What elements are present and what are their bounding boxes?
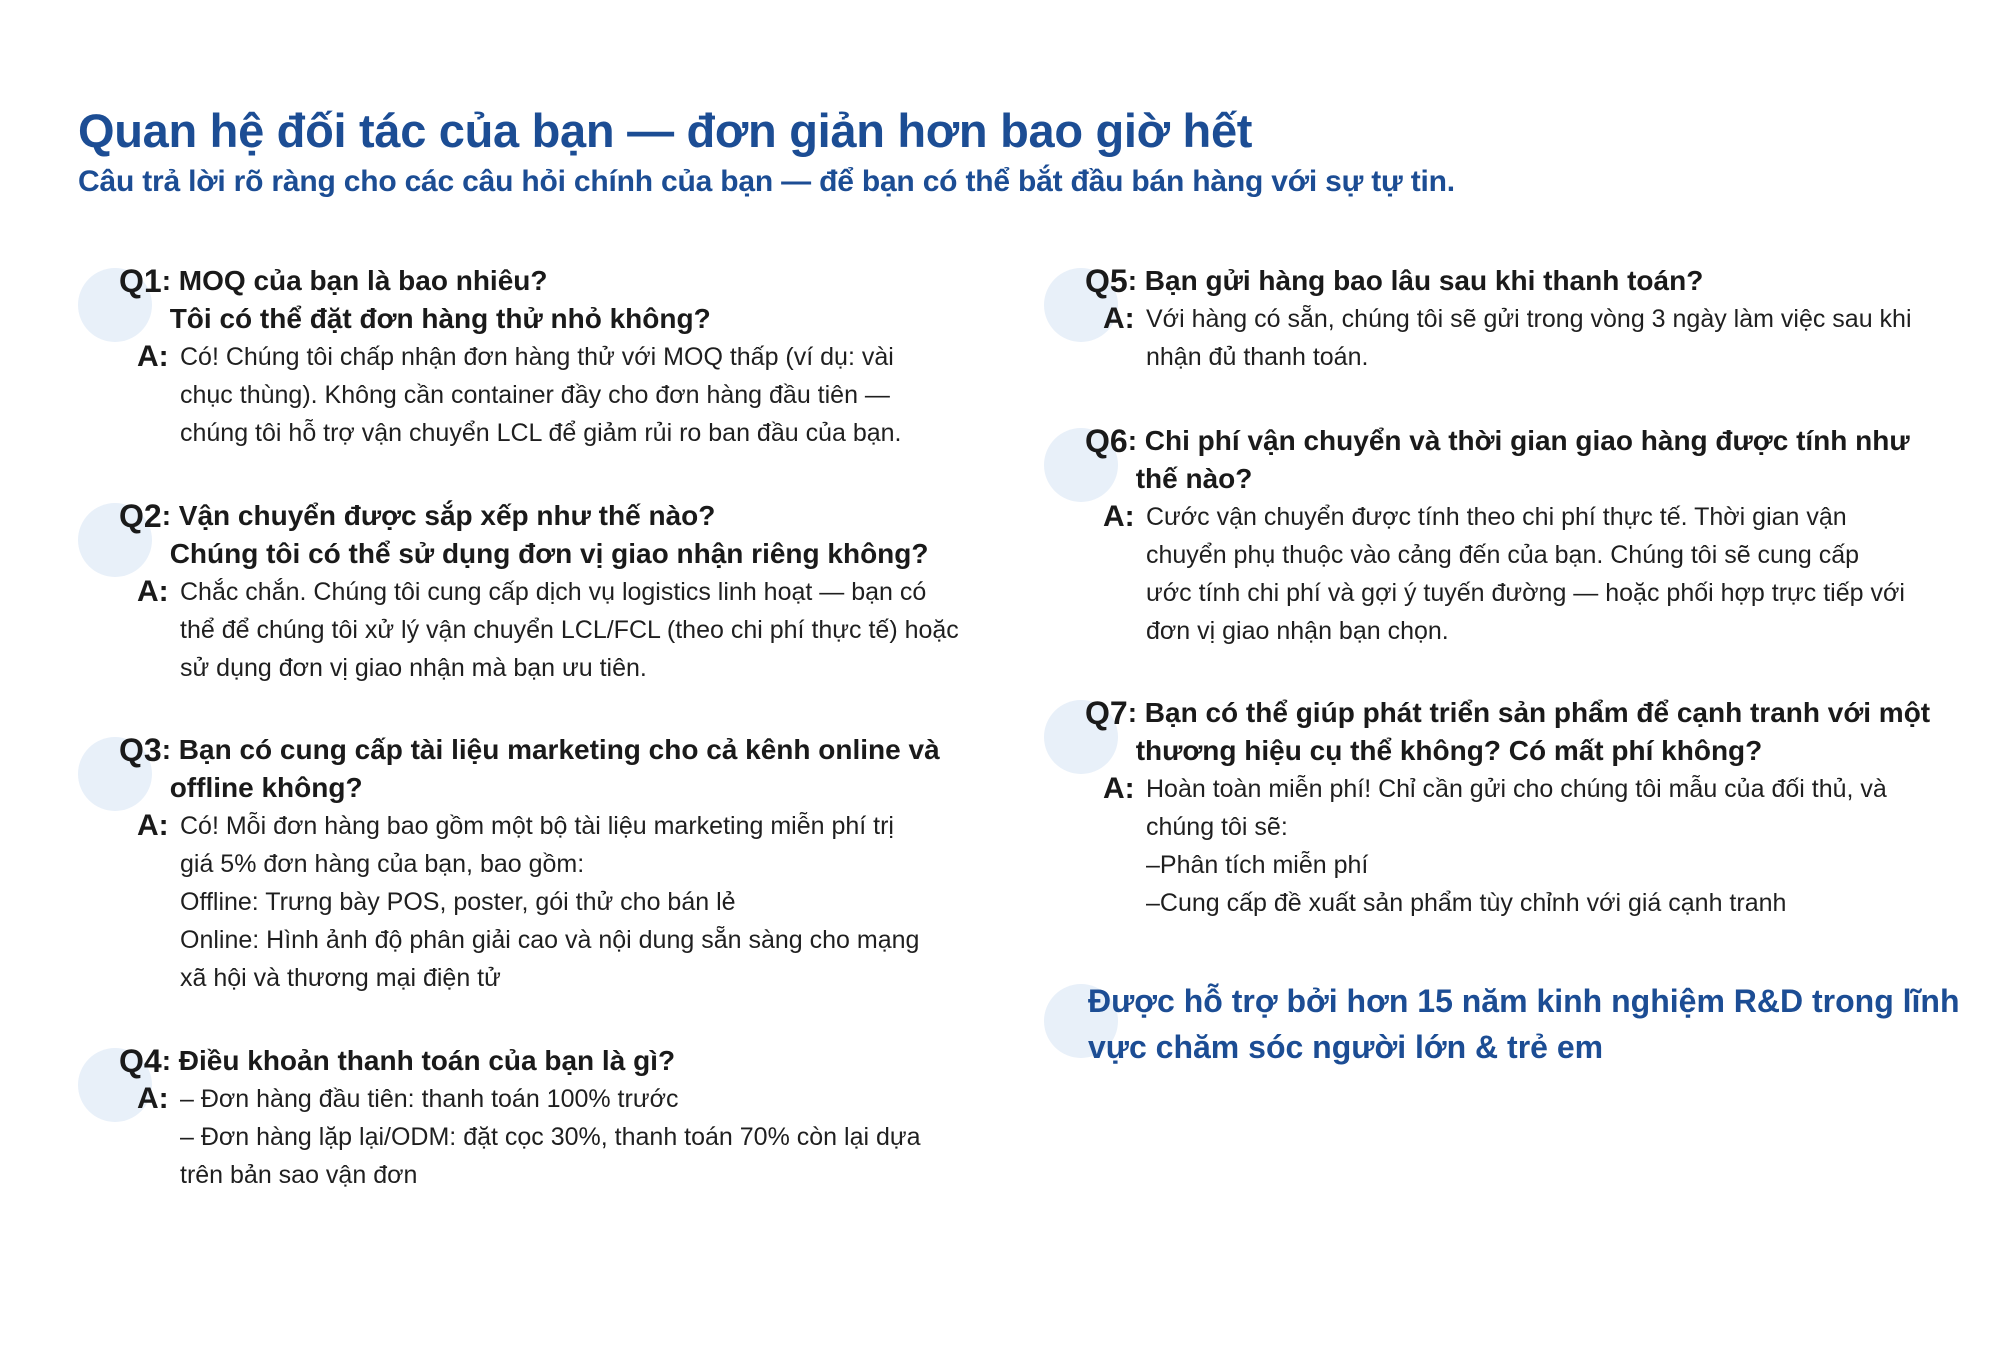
- q3-answer-line: Có! Mỗi đơn hàng bao gồm một bộ tài liệu marketing miễn phí trị: [180, 812, 894, 840]
- q7-question: [1044, 694, 1930, 770]
- q5-answer-text: [1146, 300, 1912, 376]
- q4-question: [78, 1042, 921, 1080]
- q1-answer: [78, 338, 901, 452]
- page-header: [78, 102, 1938, 202]
- q3-answer: [78, 807, 940, 997]
- page-title: Quan hệ đối tác của bạn — đơn giản hơn bao giờ hết: [78, 104, 1253, 157]
- q6-answer-line: chuyển phụ thuộc vào cảng đến của bạn. Chúng tôi sẽ cung cấp: [1146, 541, 1860, 569]
- q5-number: Q5: [1085, 263, 1128, 299]
- q6-question-line: thế nào?: [1135, 463, 1253, 494]
- q2-number: Q2: [119, 498, 162, 534]
- faq-item-q6: [1044, 422, 1910, 650]
- q5-answer-label: A:: [1103, 302, 1135, 335]
- faq-item-q1: [78, 262, 901, 452]
- q5-answer-line: nhận đủ thanh toán.: [1146, 343, 1369, 371]
- q5-question-text: [1127, 262, 1704, 300]
- q3-question: [78, 731, 940, 807]
- q6-answer-text: [1146, 498, 1905, 650]
- q4-number: Q4: [119, 1043, 162, 1079]
- q1-answer-line: Có! Chúng tôi chấp nhận đơn hàng thử với MOQ thấp (ví dụ: vài: [180, 343, 894, 371]
- q2-answer: [78, 573, 959, 687]
- q2-question-text: [161, 497, 929, 573]
- note-line: Được hỗ trợ bởi hơn 15 năm kinh nghiệm R&D trong lĩnh: [1088, 983, 1960, 1019]
- q5-question-line: : Bạn gửi hàng bao lâu sau khi thanh toán?: [1127, 265, 1704, 296]
- q7-answer-line: Hoàn toàn miễn phí! Chỉ cần gửi cho chúng tôi mẫu của đối thủ, và: [1146, 775, 1887, 803]
- q4-question-text: [161, 1042, 676, 1080]
- q7-question-line: : Bạn có thể giúp phát triển sản phẩm để cạnh tranh với một: [1127, 697, 1931, 728]
- q1-answer-line: chúng tôi hỗ trợ vận chuyển LCL để giảm rủi ro ban đầu của bạn.: [180, 419, 902, 447]
- q1-question-text: [161, 262, 711, 338]
- faq-item-q3: [78, 731, 940, 997]
- q6-answer-line: Cước vận chuyển được tính theo chi phí thực tế. Thời gian vận: [1146, 503, 1847, 531]
- q1-answer-text: [180, 338, 901, 452]
- q3-answer-label: A:: [137, 809, 169, 842]
- q2-answer-label: A:: [137, 575, 169, 608]
- q1-answer-label: A:: [137, 340, 169, 373]
- faq-item-q4: [78, 1042, 921, 1194]
- q2-answer-line: Chắc chắn. Chúng tôi cung cấp dịch vụ logistics linh hoạt — bạn có: [180, 578, 927, 606]
- q7-answer: [1044, 770, 1930, 922]
- q4-answer-line: – Đơn hàng đầu tiên: thanh toán 100% trước: [180, 1085, 679, 1113]
- q2-question-line: Chúng tôi có thể sử dụng đơn vị giao nhận riêng không?: [169, 538, 929, 569]
- q2-question-line: : Vận chuyển được sắp xếp như thế nào?: [161, 500, 716, 531]
- q3-answer-text: [180, 807, 919, 997]
- q3-answer-line: giá 5% đơn hàng của bạn, bao gồm:: [180, 850, 585, 878]
- q5-question: [1044, 262, 1912, 300]
- q7-answer-label: A:: [1103, 772, 1135, 805]
- q6-question: [1044, 422, 1910, 498]
- q7-question-text: [1127, 694, 1931, 770]
- q5-answer: [1044, 300, 1912, 376]
- q5-answer-line: Với hàng có sẵn, chúng tôi sẽ gửi trong vòng 3 ngày làm việc sau khi: [1146, 305, 1912, 333]
- q7-answer-text: [1146, 770, 1887, 922]
- q2-answer-line: thể để chúng tôi xử lý vận chuyển LCL/FCL (theo chi phí thực tế) hoặc: [180, 616, 959, 644]
- note-text: [1044, 978, 1960, 1070]
- q6-answer-line: ước tính chi phí và gợi ý tuyến đường — hoặc phối hợp trực tiếp với: [1146, 579, 1905, 607]
- q4-answer: [78, 1080, 921, 1194]
- q6-answer-label: A:: [1103, 500, 1135, 533]
- q4-answer-line: – Đơn hàng lặp lại/ODM: đặt cọc 30%, thanh toán 70% còn lại dựa: [180, 1123, 921, 1151]
- q7-answer-line: –Phân tích miễn phí: [1146, 851, 1369, 879]
- q3-number: Q3: [119, 732, 162, 768]
- q6-question-line: : Chi phí vận chuyển và thời gian giao hàng được tính như: [1127, 425, 1910, 456]
- q4-answer-line: trên bản sao vận đơn: [180, 1161, 418, 1189]
- q3-question-text: [161, 731, 940, 807]
- q4-answer-label: A:: [137, 1082, 169, 1115]
- rd-experience-note: [1044, 978, 1960, 1070]
- q6-answer: [1044, 498, 1910, 650]
- q6-question-text: [1127, 422, 1910, 498]
- q1-question-line: : MOQ của bạn là bao nhiêu?: [161, 265, 548, 296]
- note-line: vực chăm sóc người lớn & trẻ em: [1088, 1029, 1604, 1065]
- q7-number: Q7: [1085, 695, 1128, 731]
- q2-answer-line: sử dụng đơn vị giao nhận mà bạn ưu tiên.: [180, 654, 647, 682]
- q4-question-line: : Điều khoản thanh toán của bạn là gì?: [161, 1045, 676, 1076]
- q1-question: [78, 262, 901, 338]
- q1-number: Q1: [119, 263, 162, 299]
- q4-answer-text: [180, 1080, 921, 1194]
- faq-item-q2: [78, 497, 959, 687]
- q7-answer-line: chúng tôi sẽ:: [1146, 813, 1288, 841]
- q7-answer-line: –Cung cấp đề xuất sản phẩm tùy chỉnh với giá cạnh tranh: [1146, 889, 1787, 917]
- q3-question-line: offline không?: [169, 772, 363, 803]
- q3-question-line: : Bạn có cung cấp tài liệu marketing cho cả kênh online và: [161, 734, 940, 765]
- q3-answer-line: Offline: Trưng bày POS, poster, gói thử cho bán lẻ: [180, 888, 736, 916]
- faq-item-q5: [1044, 262, 1912, 376]
- q2-answer-text: [180, 573, 959, 687]
- q2-question: [78, 497, 959, 573]
- q6-answer-line: đơn vị giao nhận bạn chọn.: [1146, 617, 1449, 645]
- q7-question-line: thương hiệu cụ thể không? Có mất phí không?: [1135, 735, 1763, 766]
- q6-number: Q6: [1085, 423, 1128, 459]
- faq-item-q7: [1044, 694, 1930, 922]
- page-subtitle: Câu trả lời rõ ràng cho các câu hỏi chính của bạn — để bạn có thể bắt đầu bán hàng với sự tự tin.: [78, 165, 1455, 198]
- q1-answer-line: chục thùng). Không cần container đầy cho đơn hàng đầu tiên —: [180, 381, 890, 409]
- q1-question-line: Tôi có thể đặt đơn hàng thử nhỏ không?: [169, 303, 711, 334]
- q3-answer-line: Online: Hình ảnh độ phân giải cao và nội dung sẵn sàng cho mạng: [180, 926, 920, 954]
- q3-answer-line: xã hội và thương mại điện tử: [180, 964, 501, 992]
